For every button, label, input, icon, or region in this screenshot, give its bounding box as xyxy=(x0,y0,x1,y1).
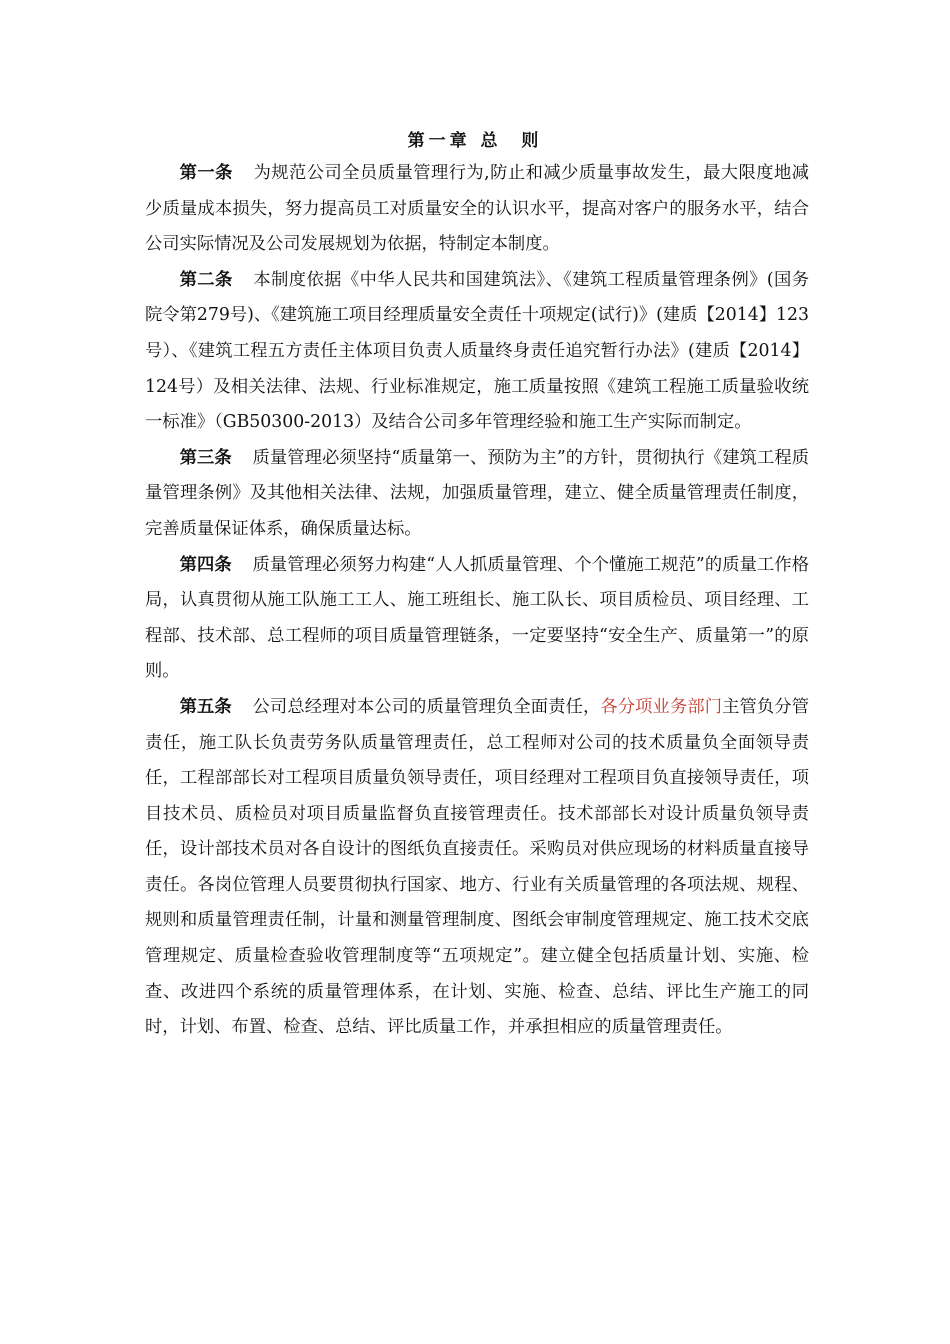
article-4 xyxy=(145,548,809,690)
article-text: 质量管理必须坚持“质量第一、预防为主”的方针，贯彻执行《建筑工程质量管理条例》及其他相关法律、法规，加强质量管理，建立、健全质量管理责任制度，完善质量保证体系，确保质量达标。 xyxy=(145,447,809,539)
article-3 xyxy=(145,441,809,548)
article-number: 第三条 xyxy=(179,447,232,468)
highlighted-text: 各分项业务部门 xyxy=(600,696,723,717)
article-number: 第五条 xyxy=(179,696,232,717)
article-5 xyxy=(145,690,809,1046)
article-text-after: 主管负分管责任，施工队长负责劳务队质量管理责任，总工程师对公司的技术质量负全面领导责任，工程部部长对工程项目质量负领导责任，项目经理对工程项目负直接领导责任，项目技术员、质检员对项目质量监督负直接管理责任。技术部部长对设计质量负领导责任，设计部技术员对各自设计的图纸负直接责任。采购员对供应现场的材料质量直接导责任。各岗位管理人员要贯彻执行国家、地方、行业有关质量管理的各项法规、规程、规则和质量管理责任制，计量和测量管理制度、图纸会审制度管理规定、施工技术交底管理规定、质量检查验收管理制度等“五项规定”。建立健全包括质量计划、实施、检查、改进四个系统的质量管理体系，在计划、实施、检查、总结、评比生产施工的同时，计划、布置、检查、总结、评比质量工作，并承担相应的质量管理责任。 xyxy=(145,696,809,1038)
article-number: 第四条 xyxy=(179,554,232,575)
article-number: 第一条 xyxy=(179,163,233,183)
article-2 xyxy=(145,263,809,441)
chapter-title: 第一章 总 则 xyxy=(407,131,543,151)
article-text: 本制度依据《中华人民共和国建筑法》、《建筑工程质量管理条例》(国务院令第279号)、《建筑施工项目经理质量安全责任十项规定(试行)》(建质【2014】123号）、《建筑工程五方责任主体项目负责人质量终身责任追究暂行办法》(建质【2014】124号）及相关法律、法规、行业标准规定，施工质量按照《建筑工程施工质量验收统一标准》（GB50300-2013）及结合公司多年管理经验和施工生产实际而制定。 xyxy=(145,269,809,433)
article-1 xyxy=(145,156,809,263)
article-number: 第二条 xyxy=(179,269,233,290)
document-body xyxy=(145,156,809,1046)
article-text-before: 公司总经理对本公司的质量管理负全面责任， xyxy=(252,696,601,717)
article-text: 质量管理必须努力构建“人人抓质量管理、个个懂施工规范”的质量工作格局，认真贯彻从施工队施工工人、施工班组长、施工队长、项目质检员、项目经理、工程部、技术部、总工程师的项目质量管理链条，一定要坚持“安全生产、质量第一”的原则。 xyxy=(145,554,809,682)
article-text: 为规范公司全员质量管理行为,防止和减少质量事故发生，最大限度地减少质量成本损失，努力提高员工对质量安全的认识水平，提高对客户的服务水平，结合公司实际情况及公司发展规划为依据，特制定本制度。 xyxy=(145,163,809,255)
